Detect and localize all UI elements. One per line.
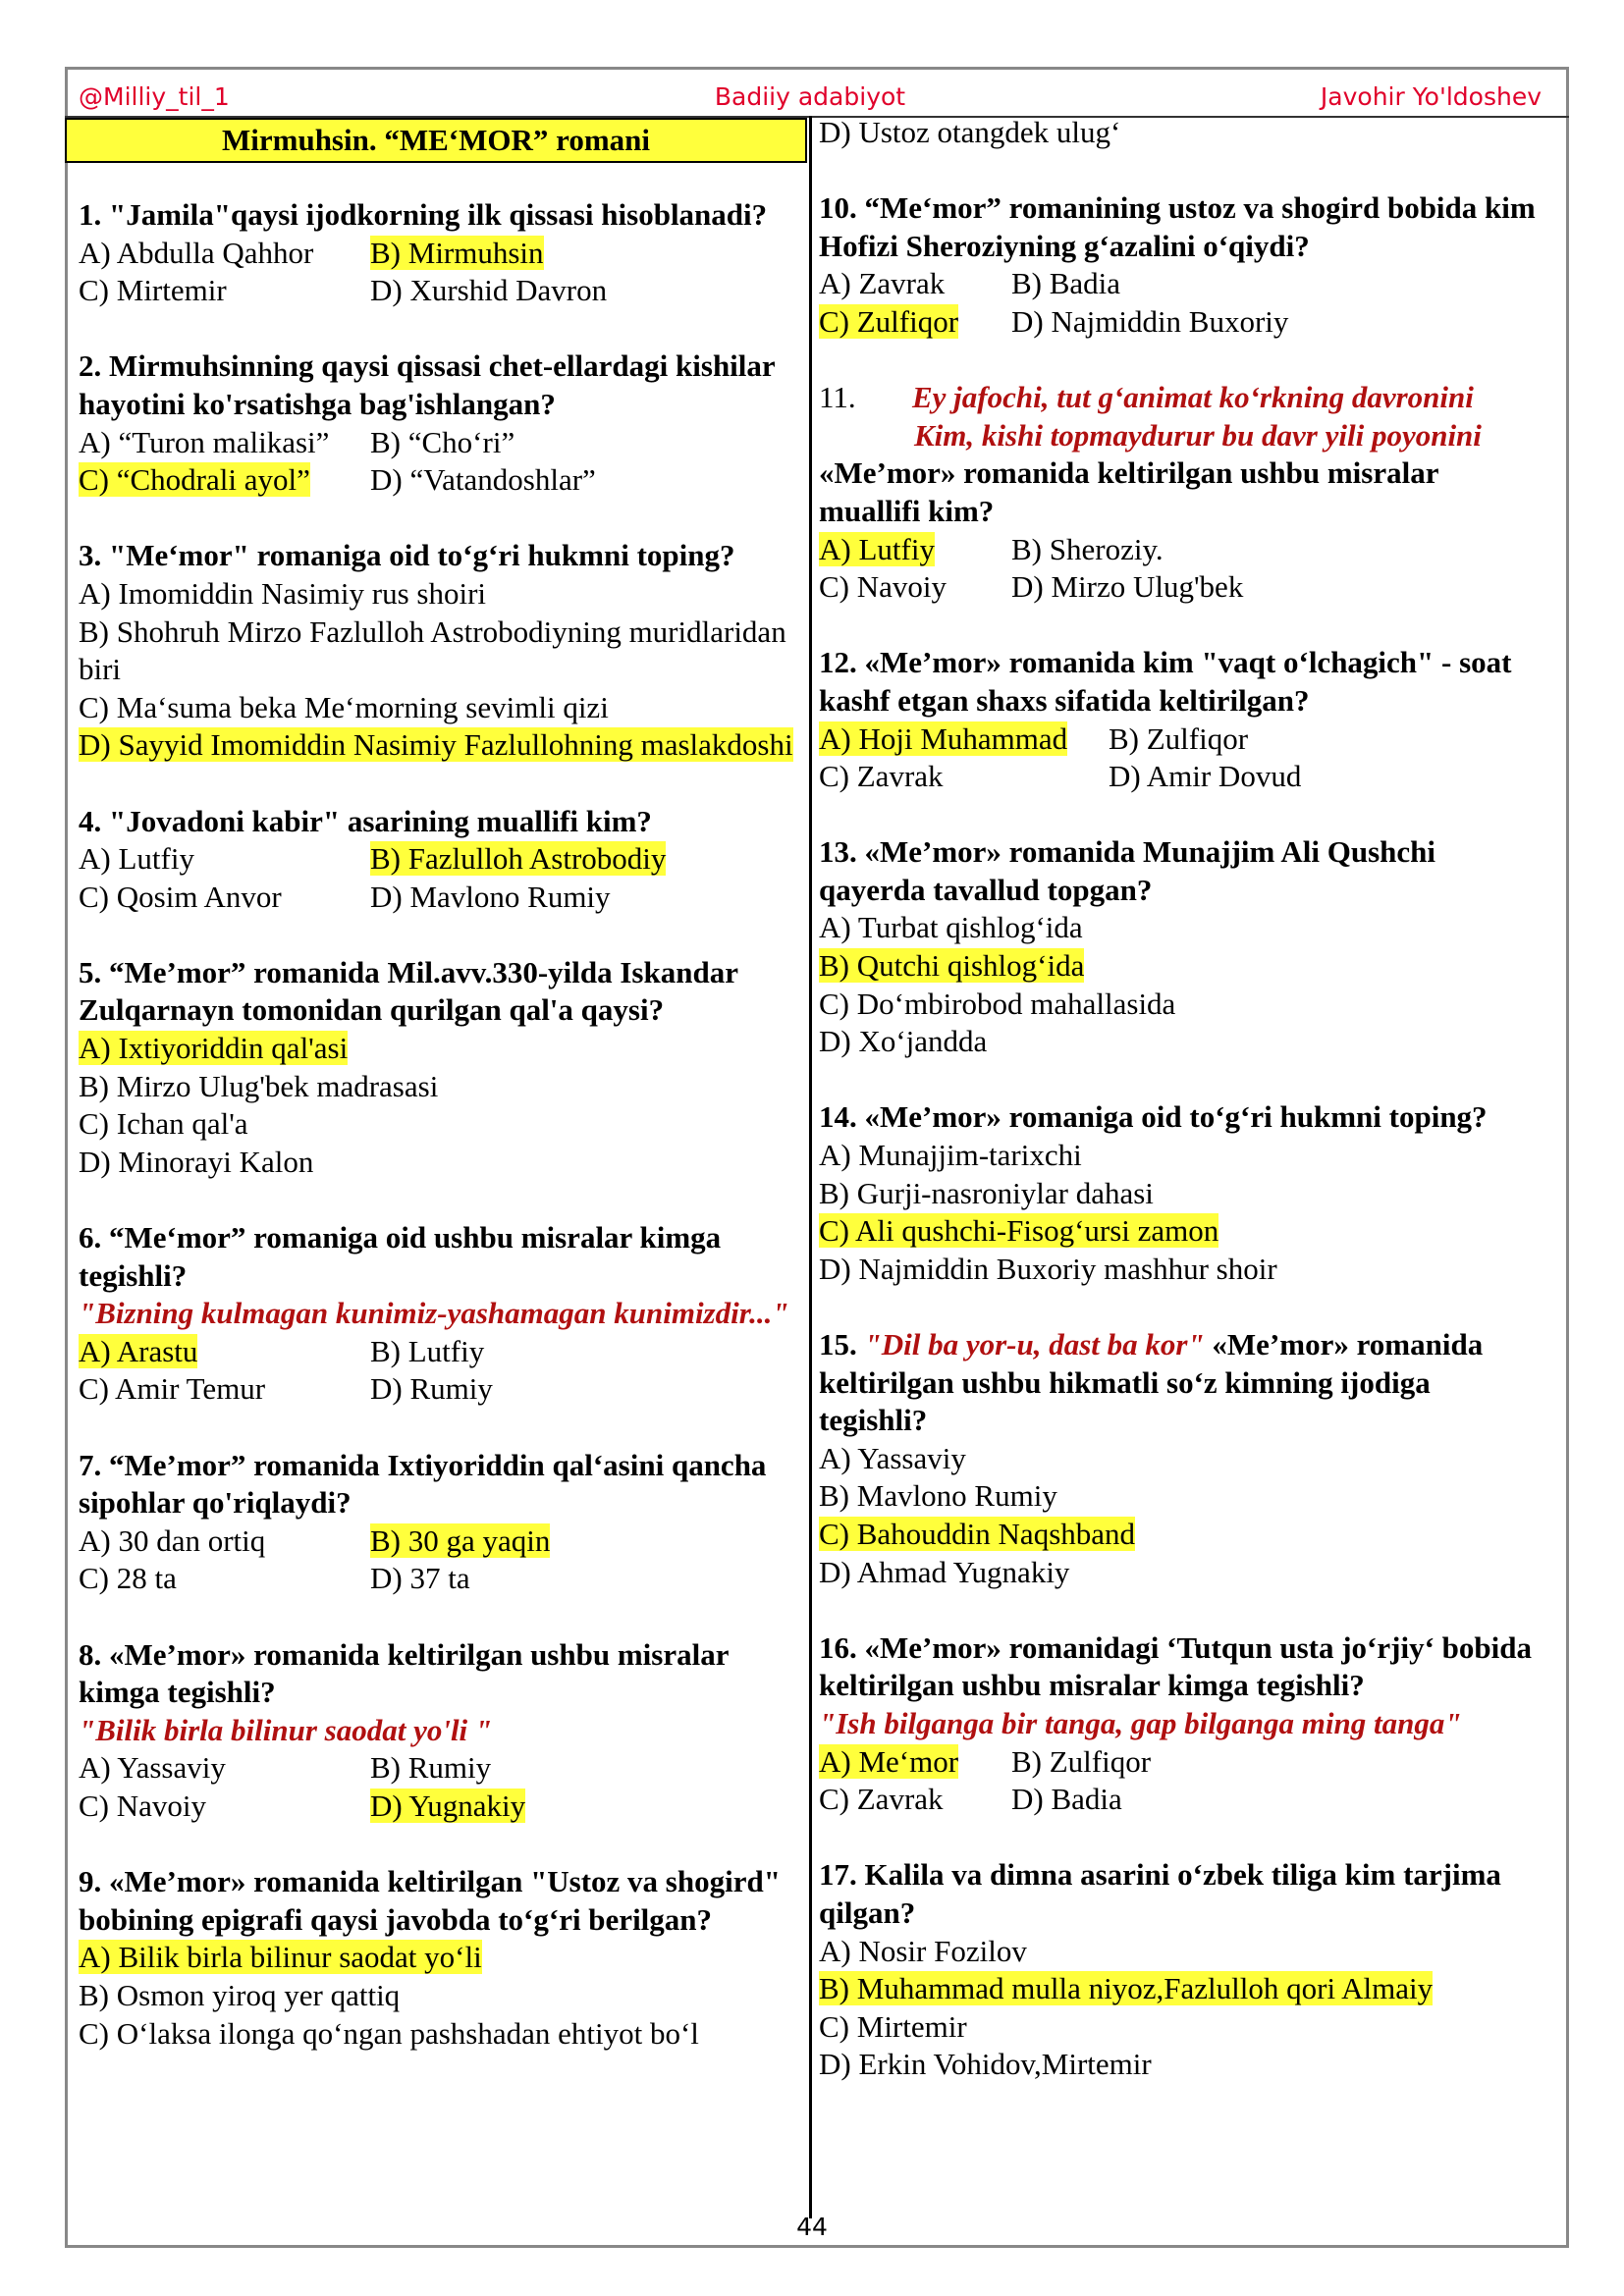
correct-answer: C) Zulfiqor bbox=[819, 303, 959, 339]
option-d: D) “Vatandoshlar” bbox=[370, 462, 596, 498]
correct-answer: A) Ixtiyoriddin qal'asi bbox=[79, 1031, 349, 1066]
correct-answer: D) Sayyid Imomiddin Nasimiy Fazlullohning maslakdoshi bbox=[79, 727, 793, 763]
option-d: D) Najmiddin Buxoriy mashhur shoir bbox=[819, 1251, 1277, 1286]
section-title: Mirmuhsin. “ME‘MOR” romani bbox=[65, 118, 807, 163]
option-d: D) Mirzo Ulug'bek bbox=[1011, 569, 1244, 605]
option-b: B) “Cho‘ri” bbox=[370, 424, 515, 459]
correct-answer: C) Bahouddin Naqshband bbox=[819, 1516, 1136, 1551]
question-text: 12. «Me’mor» romanida kim "vaqt o‘lchagich" - soat kashf etgan shaxs sifatida keltirilgan? bbox=[819, 645, 1512, 718]
option-c bbox=[819, 1516, 1536, 1554]
page-number: 44 bbox=[796, 2213, 828, 2241]
option-c: C) Ma‘suma beka Me‘morning sevimli qizi bbox=[79, 689, 609, 724]
question-9-continued bbox=[819, 114, 1536, 152]
question-text: 17. Kalila va dimna asarini o‘zbek tiliga kim tarjima qilgan? bbox=[819, 1857, 1501, 1930]
option-c: C) Navoiy bbox=[79, 1788, 207, 1823]
question-text: 4. "Jovadoni kabir" asarining muallifi kim? bbox=[79, 803, 652, 838]
correct-answer: A) Me‘mor bbox=[819, 1743, 959, 1779]
correct-answer: A) Lutfiy bbox=[819, 531, 935, 566]
header-channel: @Milliy_til_1 bbox=[79, 82, 230, 111]
option-a: A) 30 dan ortiq bbox=[79, 1522, 266, 1558]
question-17 bbox=[819, 1856, 1536, 2084]
question-1 bbox=[79, 196, 800, 310]
option-d: D) Ahmad Yugnakiy bbox=[819, 1554, 1070, 1589]
right-column bbox=[819, 114, 1536, 2084]
option-a: A) Abdulla Qahhor bbox=[79, 235, 314, 270]
option-a: A) Nosir Fozilov bbox=[819, 1933, 1027, 1968]
question-text: «Me’mor» romanida keltirilgan ushbu misralar muallifi kim? bbox=[819, 455, 1438, 528]
page-header bbox=[79, 79, 1542, 118]
header-subject: Badiiy adabiyot bbox=[714, 82, 906, 111]
option-a bbox=[819, 531, 1011, 569]
question-text bbox=[819, 1326, 1536, 1440]
option-b: B) Badia bbox=[1011, 266, 1121, 301]
correct-answer: B) Qutchi qishlog‘ida bbox=[819, 948, 1085, 984]
option-a bbox=[79, 1030, 800, 1068]
question-text: 5. “Me’mor” romanida Mil.avv.330-yilda Iskandar Zulqarnayn tomonidan qurilgan qal'a qaysi? bbox=[79, 954, 738, 1028]
option-b bbox=[370, 1522, 550, 1561]
option-b: B) Lutfiy bbox=[370, 1333, 485, 1368]
correct-answer: B) 30 ga yaqin bbox=[370, 1522, 551, 1558]
question-11 bbox=[819, 379, 1536, 607]
question-text: 10. “Me‘mor” romanining ustoz va shogird bobida kim Hofizi Sheroziyning g‘azalini o‘qiydi? bbox=[819, 190, 1536, 263]
option-a: A) Turbat qishlog‘ida bbox=[819, 910, 1083, 945]
quoted-verse-line-1: Ey jafochi, tut g‘animat ko‘rkning davronini bbox=[912, 380, 1474, 415]
option-b bbox=[370, 235, 544, 273]
question-12 bbox=[819, 644, 1536, 795]
option-b bbox=[819, 947, 1536, 986]
header-author: Javohir Yo'ldoshev bbox=[1320, 82, 1542, 111]
option-a: A) Munajjim-tarixchi bbox=[819, 1138, 1082, 1173]
option-d: D) Erkin Vohidov,Mirtemir bbox=[819, 2047, 1152, 2082]
question-text: 14. «Me’mor» romaniga oid to‘g‘ri hukmni toping? bbox=[819, 1099, 1488, 1135]
option-d bbox=[79, 726, 800, 765]
option-c: C) O‘laksa ilonga qo‘ngan pashshadan ehtiyot bo‘l bbox=[79, 2015, 699, 2051]
question-6 bbox=[79, 1219, 800, 1409]
correct-answer: A) Hoji Muhammad bbox=[819, 721, 1068, 756]
option-a: A) “Turon malikasi” bbox=[79, 424, 330, 459]
option-c bbox=[819, 1212, 1536, 1251]
option-d: D) Najmiddin Buxoriy bbox=[1011, 303, 1289, 339]
correct-answer: B) Muhammad mulla niyoz,Fazlulloh qori Almaiy bbox=[819, 1971, 1434, 2006]
option-b bbox=[370, 840, 666, 879]
option-b: B) Gurji-nasroniylar dahasi bbox=[819, 1175, 1154, 1210]
quoted-verse: "Bizning kulmagan kunimiz-yashamagan kunimizdir..." bbox=[79, 1296, 789, 1331]
correct-answer: A) Bilik birla bilinur saodat yo‘li bbox=[79, 1940, 482, 1975]
option-c: C) Qosim Anvor bbox=[79, 879, 282, 914]
correct-answer: A) Arastu bbox=[79, 1333, 198, 1368]
question-text: 13. «Me’mor» romanida Munajjim Ali Qushchi qayerda tavallud topgan? bbox=[819, 834, 1436, 907]
option-d: D) Xo‘jandda bbox=[819, 1024, 988, 1059]
question-4 bbox=[79, 803, 800, 917]
option-b: B) Osmon yiroq yer qattiq bbox=[79, 1977, 401, 2012]
option-d: D) 37 ta bbox=[370, 1561, 470, 1596]
question-16 bbox=[819, 1629, 1536, 1819]
question-2 bbox=[79, 347, 800, 499]
question-15 bbox=[819, 1326, 1536, 1591]
option-a: A) Imomiddin Nasimiy rus shoiri bbox=[79, 575, 487, 611]
question-text: 1. "Jamila"qaysi ijodkorning ilk qissasi hisoblanadi? bbox=[79, 197, 768, 232]
option-c: C) Mirtemir bbox=[79, 273, 227, 308]
option-a: A) Yassaviy bbox=[79, 1750, 226, 1786]
question-13 bbox=[819, 833, 1536, 1061]
quoted-verse-line-2: Kim, kishi topmaydurur bu davr yili poyonini bbox=[914, 417, 1482, 453]
question-text: 6. “Me‘mor” romaniga oid ushbu misralar kimga tegishli? bbox=[79, 1220, 722, 1293]
correct-answer: C) “Chodrali ayol” bbox=[79, 462, 310, 498]
question-3 bbox=[79, 537, 800, 765]
option-a: A) Lutfiy bbox=[79, 841, 194, 877]
correct-answer: C) Ali qushchi-Fisog‘ursi zamon bbox=[819, 1213, 1219, 1249]
option-c: C) Ichan qal'a bbox=[79, 1106, 248, 1142]
option-b: B) Zulfiqor bbox=[1011, 1743, 1152, 1779]
question-body: «Me’mor» romanida keltirilgan ushbu hikmatli so‘z kimning ijodiga tegishli? bbox=[819, 1327, 1484, 1438]
correct-answer: D) Yugnakiy bbox=[370, 1788, 526, 1823]
option-d: D) Minorayi Kalon bbox=[79, 1144, 314, 1179]
option-c: C) Zavrak bbox=[819, 1782, 944, 1817]
question-number: 11. bbox=[819, 380, 856, 415]
question-text: 9. «Me’mor» romanida keltirilgan "Ustoz va shogird" bobining epigrafi qaysi javobda to‘g‘ri berilgan? bbox=[79, 1864, 781, 1937]
option-b: B) Zulfiqor bbox=[1109, 721, 1249, 756]
option-c bbox=[79, 461, 370, 500]
option-a: A) Zavrak bbox=[819, 266, 946, 301]
question-10 bbox=[819, 189, 1536, 341]
option-d: D) Ustoz otangdek ulug‘ bbox=[819, 115, 1121, 149]
option-c: C) Zavrak bbox=[819, 759, 944, 794]
option-a bbox=[79, 1939, 800, 1977]
question-number: 15. bbox=[819, 1327, 865, 1362]
option-b: B) Rumiy bbox=[370, 1750, 492, 1786]
option-c: C) Amir Temur bbox=[79, 1371, 266, 1407]
option-b: B) Mirzo Ulug'bek madrasasi bbox=[79, 1068, 439, 1103]
option-a: A) Yassaviy bbox=[819, 1440, 966, 1475]
option-c: C) Do‘mbirobod mahallasida bbox=[819, 986, 1176, 1021]
correct-answer: B) Fazlulloh Astrobodiy bbox=[370, 841, 667, 877]
column-divider bbox=[809, 116, 812, 2218]
option-d: D) Xurshid Davron bbox=[370, 273, 608, 308]
option-b bbox=[819, 1970, 1536, 2008]
question-text: 2. Mirmuhsinning qaysi qissasi chet-ellardagi kishilar hayotini ko'rsatishga bag'ishlangan? bbox=[79, 348, 776, 421]
option-a bbox=[819, 1743, 1011, 1782]
option-d bbox=[370, 1788, 525, 1826]
left-column bbox=[79, 196, 800, 2053]
question-9 bbox=[79, 1863, 800, 2053]
option-d: D) Badia bbox=[1011, 1782, 1122, 1817]
question-7 bbox=[79, 1447, 800, 1598]
option-d: D) Amir Dovud bbox=[1109, 759, 1302, 794]
option-c bbox=[819, 303, 1011, 342]
quoted-verse: "Bilik birla bilinur saodat yo'li " bbox=[79, 1712, 493, 1747]
option-c: C) 28 ta bbox=[79, 1561, 177, 1596]
correct-answer: B) Mirmuhsin bbox=[370, 235, 544, 270]
option-b: B) Shohruh Mirzo Fazlulloh Astrobodiyning muridlaridan biri bbox=[79, 614, 786, 687]
question-text: 8. «Me’mor» romanida keltirilgan ushbu misralar kimga tegishli? bbox=[79, 1636, 729, 1710]
question-14 bbox=[819, 1098, 1536, 1288]
question-5 bbox=[79, 954, 800, 1182]
quoted-verse: "Ish bilganga bir tanga, gap bilganga ming tanga" bbox=[819, 1705, 1462, 1740]
option-b: B) Sheroziy. bbox=[1011, 531, 1164, 566]
option-d: D) Rumiy bbox=[370, 1371, 493, 1407]
quoted-saying: "Dil ba yor-u, dast ba kor" bbox=[864, 1327, 1205, 1362]
option-a bbox=[819, 721, 1109, 759]
option-b: B) Mavlono Rumiy bbox=[819, 1478, 1057, 1514]
question-text: 3. "Me‘mor" romaniga oid to‘g‘ri hukmni toping? bbox=[79, 538, 735, 573]
option-a bbox=[79, 1333, 370, 1371]
option-c: C) Navoiy bbox=[819, 569, 947, 605]
question-text: 16. «Me’mor» romanidagi ‘Tutqun usta jo‘rjiy‘ bobida keltirilgan ushbu misralar kimga tegishli? bbox=[819, 1629, 1532, 1703]
option-c: C) Mirtemir bbox=[819, 2008, 967, 2044]
question-text: 7. “Me’mor” romanida Ixtiyoriddin qal‘asini qancha sipohlar qo'riqlaydi? bbox=[79, 1447, 767, 1521]
question-8 bbox=[79, 1636, 800, 1826]
option-d: D) Mavlono Rumiy bbox=[370, 879, 611, 914]
